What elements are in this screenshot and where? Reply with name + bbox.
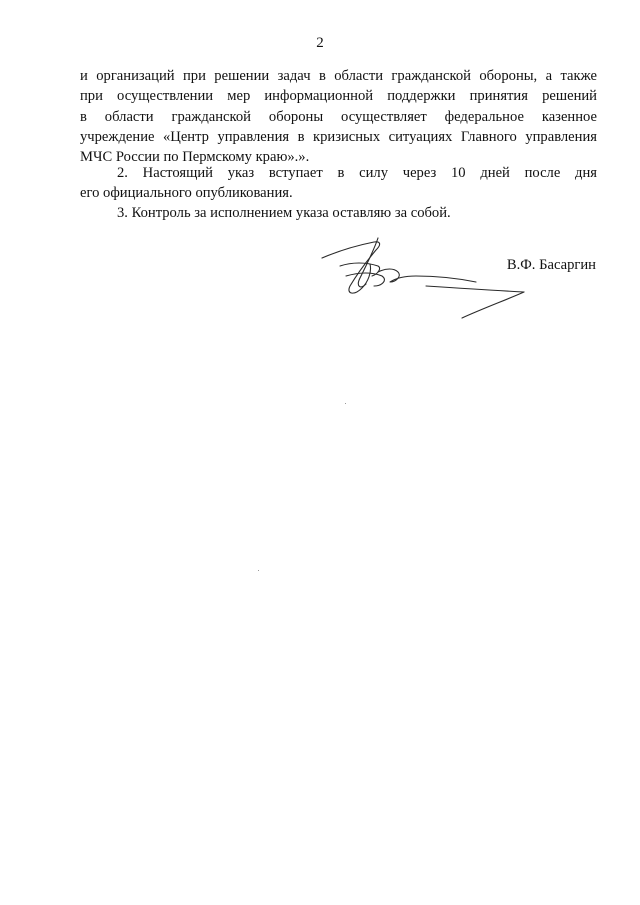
- scan-speck: [258, 570, 259, 571]
- signer-name: В.Ф. Басаргин: [506, 257, 596, 273]
- text-line: при осуществлении мер информационной поддержки принятия решений: [80, 88, 597, 105]
- text-line: учреждение «Центр управления в кризисных ситуациях Главного управления: [80, 128, 597, 145]
- text-line: 3. Контроль за исполнением указа оставляю за собой.: [117, 205, 451, 221]
- handwritten-signature: [316, 232, 530, 324]
- text-line: в области гражданской обороны осуществляет федеральное казенное: [80, 108, 597, 125]
- paragraph-2: [80, 163, 597, 204]
- scan-speck: [345, 403, 346, 404]
- signature-strokes: [322, 238, 524, 318]
- paragraph-3: [80, 203, 597, 223]
- text-line: 2. Настоящий указ вступает в силу через 10 дней после дня: [117, 165, 597, 181]
- text-line: его официального опубликования.: [80, 185, 293, 202]
- page-number: 2: [316, 35, 324, 51]
- paragraph-1: [80, 66, 597, 167]
- text-line: МЧС России по Пермскому краю».».: [80, 149, 310, 166]
- text-line: и организаций при решении задач в области гражданской обороны, а также: [80, 68, 597, 84]
